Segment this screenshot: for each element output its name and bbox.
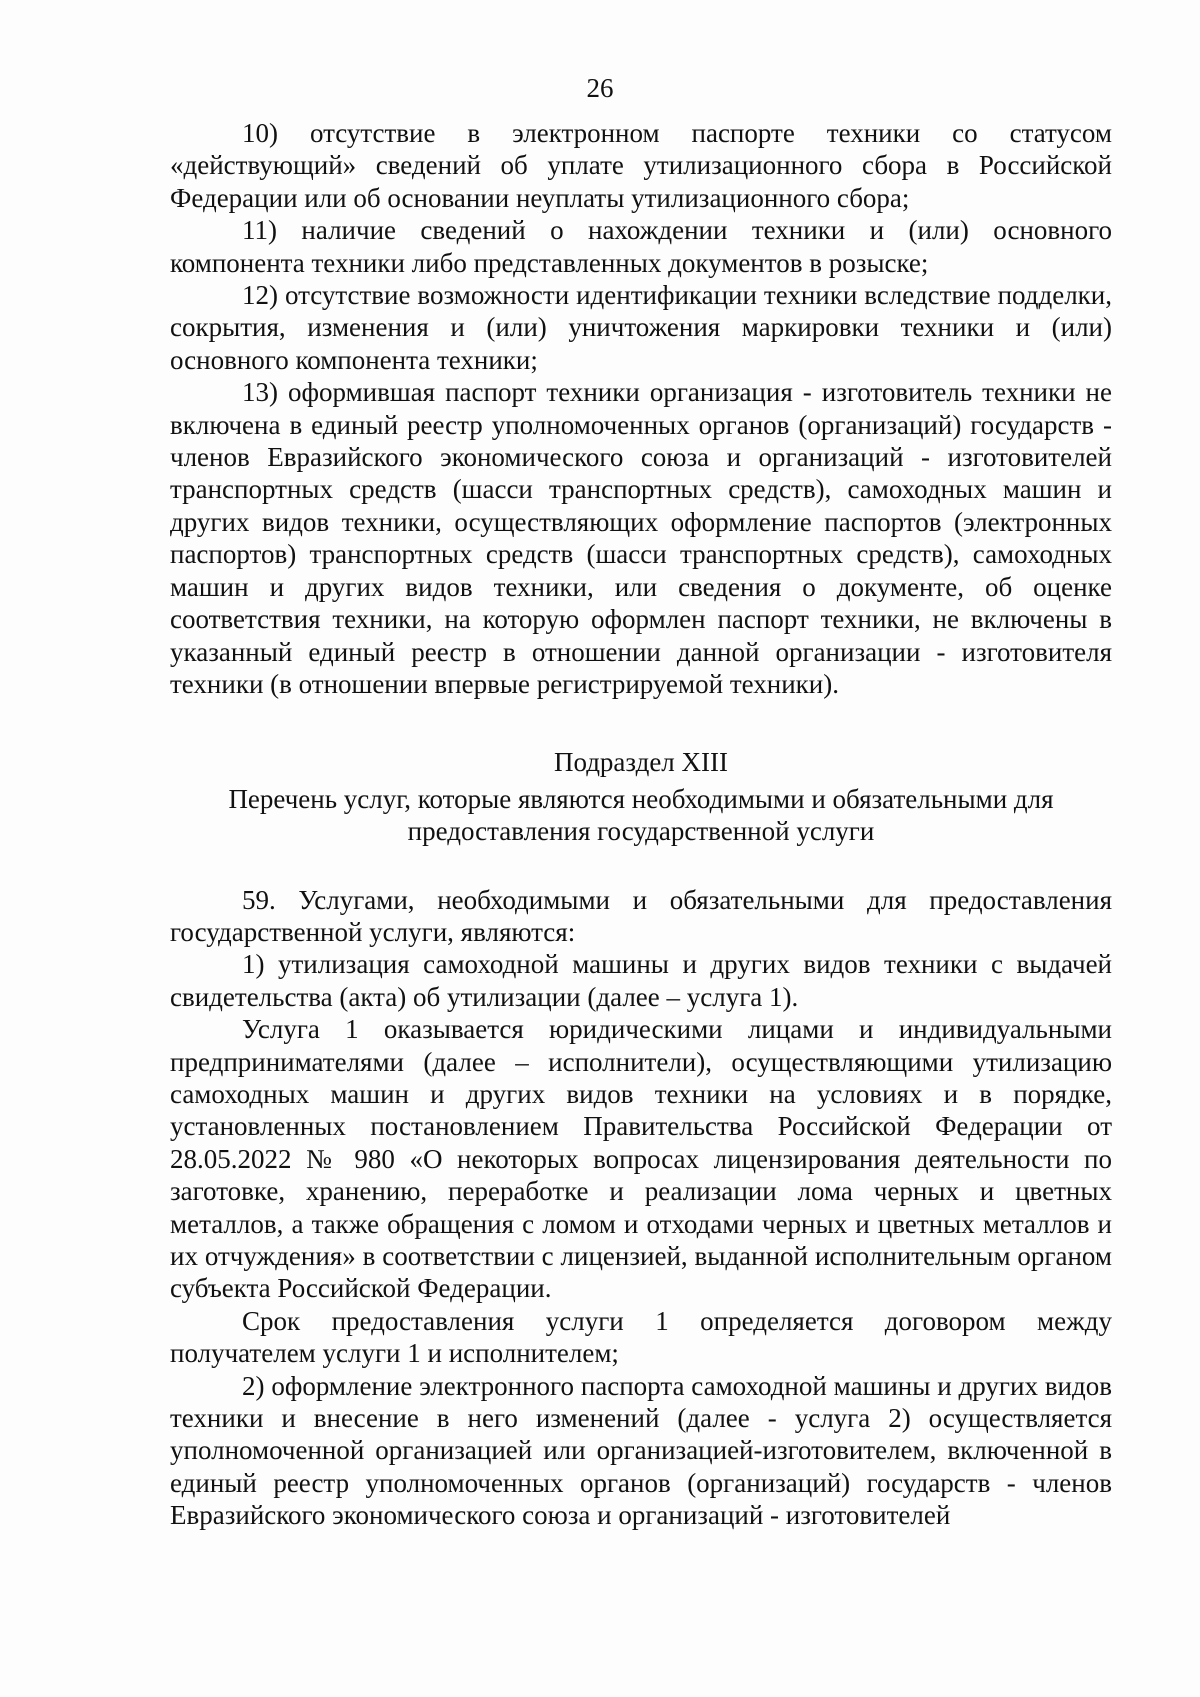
- section-59-intro: 59. Услугами, необходимыми и обязательными для предоставления государственной услуги, являются:: [170, 884, 1112, 947]
- page-number: 26: [586, 73, 614, 103]
- list-item-12: 12) отсутствие возможности идентификации техники вследствие подделки, сокрытия, изменения и (или) уничтожения маркировки техники и (или) основного компонента техники;: [170, 280, 1112, 375]
- service-1-term: Срок предоставления услуги 1 определяется договором между получателем услуги 1 и исполнителем;: [170, 1305, 1112, 1369]
- service-1: 1) утилизация самоходной машины и других видов техники с выдачей свидетельства (акта) об утилизации (далее – услуга 1).: [170, 949, 1112, 1012]
- subsection-label: Подраздел XIII: [553, 747, 729, 778]
- service-1-detail: Услуга 1 оказывается юридическими лицами и индивидуальными предпринимателями (далее – исполнители), осуществляющими утилизацию самоходных машин и других видов техники на условиях и в порядке, установленных постановлением Правительства Российской Федерации от 28.05.2022 № 980 «О некоторых вопросах лицензирования деятельности по заготовке, хранению, переработке и реализации лома черных и цветных металлов, а также обращения с ломом и отходами черных и цветных металлов и их отчуждения» в соответствии с лицензией, выданной исполнительным органом субъекта Российской Федерации.: [170, 1014, 1112, 1304]
- list-item-10: 10) отсутствие в электронном паспорте техники со статусом «действующий» сведений об уплате утилизационного сбора в Российской Федерации или об основании неуплаты утилизационного сбора;: [170, 118, 1112, 213]
- spacer: [170, 848, 1112, 884]
- list-item-13: 13) оформившая паспорт техники организация - изготовитель техники не включена в единый реестр уполномоченных органов (организаций) государств - членов Евразийского экономического союза и организаций - изготовителей транспортных средств (шасси транспортных средств), самоходных машин и других видов техники, осуществляющих оформление паспортов (электронных паспортов) транспортных средств (шасси транспортных средств), самоходных машин и других видов техники, или сведения о документе, об оценке соответствия техники, на которую оформлен паспорт техники, не включены в указанный единый реестр в отношении данной организации - изготовителя техники (в отношении впервые регистрируемой техники).: [170, 377, 1112, 699]
- spacer: [170, 700, 1112, 746]
- subsection-title: Перечень услуг, которые являются необходимыми и обязательными для предоставления государственной услуги: [228, 783, 1054, 847]
- service-2: 2) оформление электронного паспорта самоходной машины и других видов техники и внесение в него изменений (далее - услуга 2) осуществляется уполномоченной организацией или организацией-изготовителем, включенной в единый реестр уполномоченных органов (организаций) государств - членов Евразийского экономического союза и организаций - изготовителей: [170, 1370, 1112, 1531]
- list-item-11: 11) наличие сведений о нахождении техники и (или) основного компонента техники либо представленных документов в розыске;: [170, 215, 1112, 278]
- document-body: [170, 117, 1112, 1532]
